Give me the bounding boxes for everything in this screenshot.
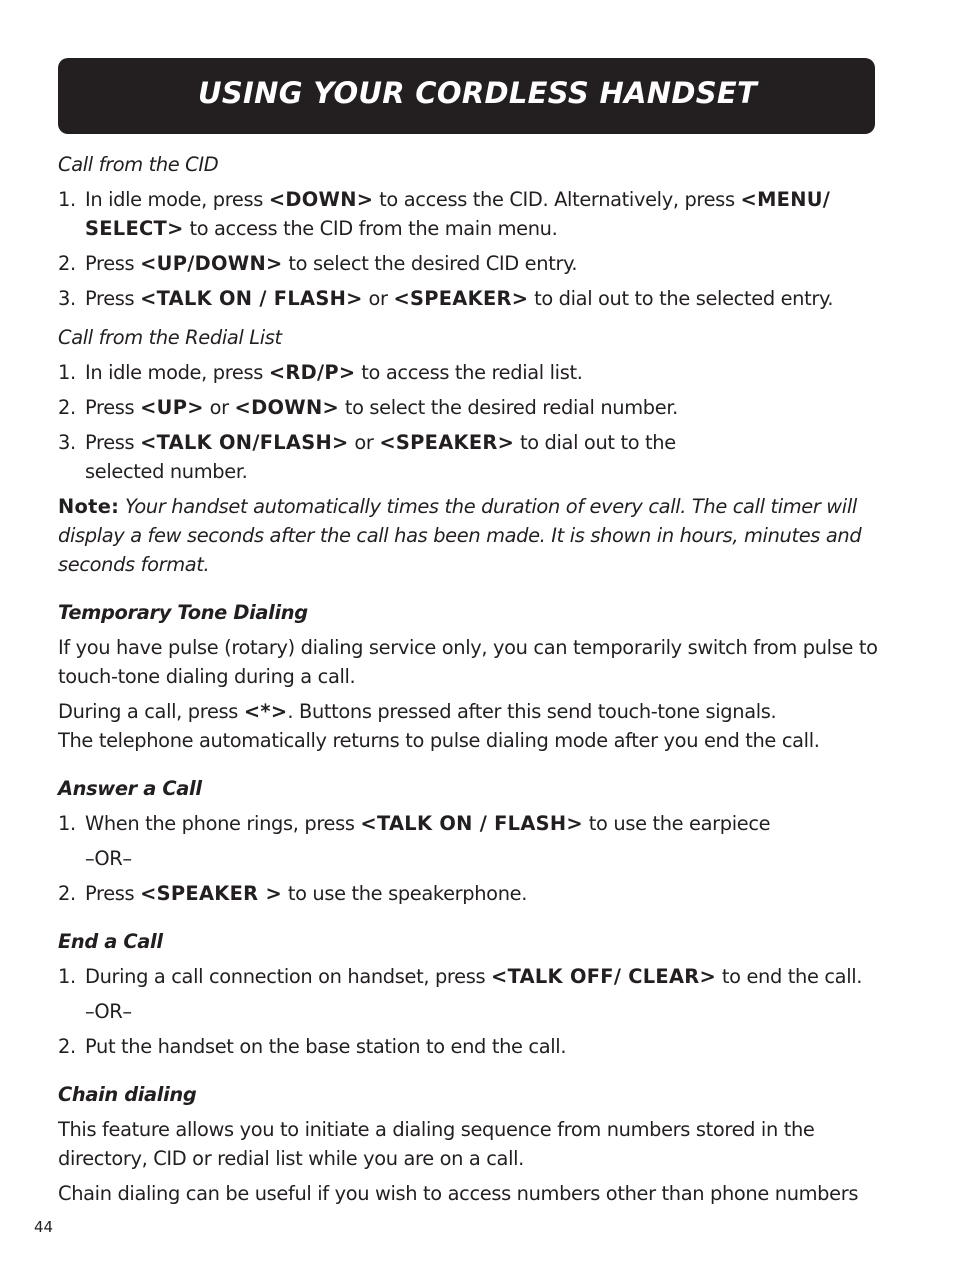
paragraph-text: touch-tone dialing during a call. (58, 665, 356, 688)
step-text: or (348, 431, 380, 454)
step-text: Press (85, 252, 141, 275)
paragraph (58, 1179, 878, 1208)
key-label: <RD/P> (268, 361, 356, 384)
list-item (58, 284, 878, 313)
step-number: 2. (58, 1035, 76, 1058)
key-label: <TALK ON / FLASH> (360, 812, 583, 835)
or-separator: –OR– (85, 847, 132, 870)
step-number: 1. (58, 361, 76, 384)
paragraph-text: The telephone automatically returns to pulse dialing mode after you end the call. (58, 729, 820, 752)
subtitle-call-from-cid: Call from the CID (58, 153, 219, 176)
heading-answer-a-call: Answer a Call (58, 777, 202, 800)
paragraph-text: If you have pulse (rotary) dialing service only, you can temporarily switch from pulse to (58, 636, 878, 659)
step-number: 3. (58, 287, 76, 310)
key-label: <SPEAKER > (140, 882, 282, 905)
paragraph-text: During a call, press (58, 700, 244, 723)
key-label: <SPEAKER> (393, 287, 529, 310)
step-text: or (362, 287, 394, 310)
step-text: to select the desired CID entry. (282, 252, 578, 275)
step-text: to dial out to the (514, 431, 676, 454)
note-paragraph (58, 492, 878, 579)
key-label: <MENU/ SELECT> (85, 188, 831, 240)
section-header (58, 58, 875, 134)
list-item (58, 185, 878, 243)
paragraph (58, 633, 878, 691)
step-text: When the phone rings, press (85, 812, 361, 835)
page-content (58, 150, 878, 1214)
key-label: <SPEAKER> (379, 431, 515, 454)
paragraph (58, 697, 878, 755)
list-item (58, 358, 878, 387)
key-label: <UP> (140, 396, 204, 419)
step-text: to use the speakerphone. (282, 882, 528, 905)
redial-steps (58, 358, 878, 486)
step-text: During a call connection on handset, press (85, 965, 492, 988)
heading-end-a-call: End a Call (58, 930, 163, 953)
subtitle-call-from-redial: Call from the Redial List (58, 326, 282, 349)
key-label: <DOWN> (268, 188, 374, 211)
step-number: 1. (58, 812, 76, 835)
page-title: USING YOUR CORDLESS HANDSET (198, 76, 758, 110)
step-text: to access the redial list. (355, 361, 583, 384)
key-label: <TALK ON/FLASH> (140, 431, 349, 454)
step-number: 3. (58, 431, 76, 454)
list-item (58, 393, 878, 422)
paragraph-text: This feature allows you to initiate a dialing sequence from numbers stored in the (58, 1118, 815, 1141)
end-steps (58, 962, 878, 991)
step-number: 1. (58, 965, 76, 988)
note-text: Your handset automatically times the duration of every call. The call timer will (119, 495, 857, 518)
step-text: Put the handset on the base station to end the call. (85, 1035, 567, 1058)
key-label: <UP/DOWN> (140, 252, 283, 275)
answer-steps (58, 809, 878, 838)
step-text: In idle mode, press (85, 361, 269, 384)
step-text: to access the CID from the main menu. (183, 217, 558, 240)
step-number: 2. (58, 396, 76, 419)
step-text: Press (85, 431, 141, 454)
step-number: 2. (58, 882, 76, 905)
list-item (58, 962, 878, 991)
step-text: Press (85, 287, 141, 310)
note-text: seconds format. (58, 553, 210, 576)
step-text: Press (85, 882, 141, 905)
note-label: Note: (58, 495, 120, 518)
list-item (58, 249, 878, 278)
list-item (58, 809, 878, 838)
answer-steps-2 (58, 879, 878, 908)
end-steps-2 (58, 1032, 878, 1061)
note-text: display a few seconds after the call has been made. It is shown in hours, minutes and (58, 524, 862, 547)
heading-chain-dialing: Chain dialing (58, 1083, 197, 1106)
step-text: to use the earpiece (582, 812, 771, 835)
step-text: or (203, 396, 235, 419)
key-label: <DOWN> (234, 396, 340, 419)
step-number: 2. (58, 252, 76, 275)
cid-steps (58, 185, 878, 313)
paragraph (58, 1115, 878, 1173)
list-item (58, 1032, 878, 1061)
paragraph-text: Chain dialing can be useful if you wish to access numbers other than phone numbers (58, 1182, 859, 1205)
heading-temporary-tone-dialing: Temporary Tone Dialing (58, 601, 308, 624)
step-number: 1. (58, 188, 76, 211)
step-text: selected number. (85, 460, 248, 483)
paragraph-text: directory, CID or redial list while you are on a call. (58, 1147, 524, 1170)
step-text: to end the call. (716, 965, 863, 988)
step-text: In idle mode, press (85, 188, 269, 211)
list-item (58, 428, 878, 486)
step-text: to access the CID. Alternatively, press (373, 188, 741, 211)
key-label: <*> (243, 700, 288, 723)
key-label: <TALK ON / FLASH> (140, 287, 363, 310)
list-item (58, 879, 878, 908)
key-label: <TALK OFF/ CLEAR> (491, 965, 717, 988)
step-text: to dial out to the selected entry. (528, 287, 834, 310)
or-separator: –OR– (85, 1000, 132, 1023)
page-number: 44 (34, 1218, 54, 1236)
step-text: Press (85, 396, 141, 419)
paragraph-text: . Buttons pressed after this send touch-tone signals. (287, 700, 777, 723)
step-text: to select the desired redial number. (339, 396, 678, 419)
